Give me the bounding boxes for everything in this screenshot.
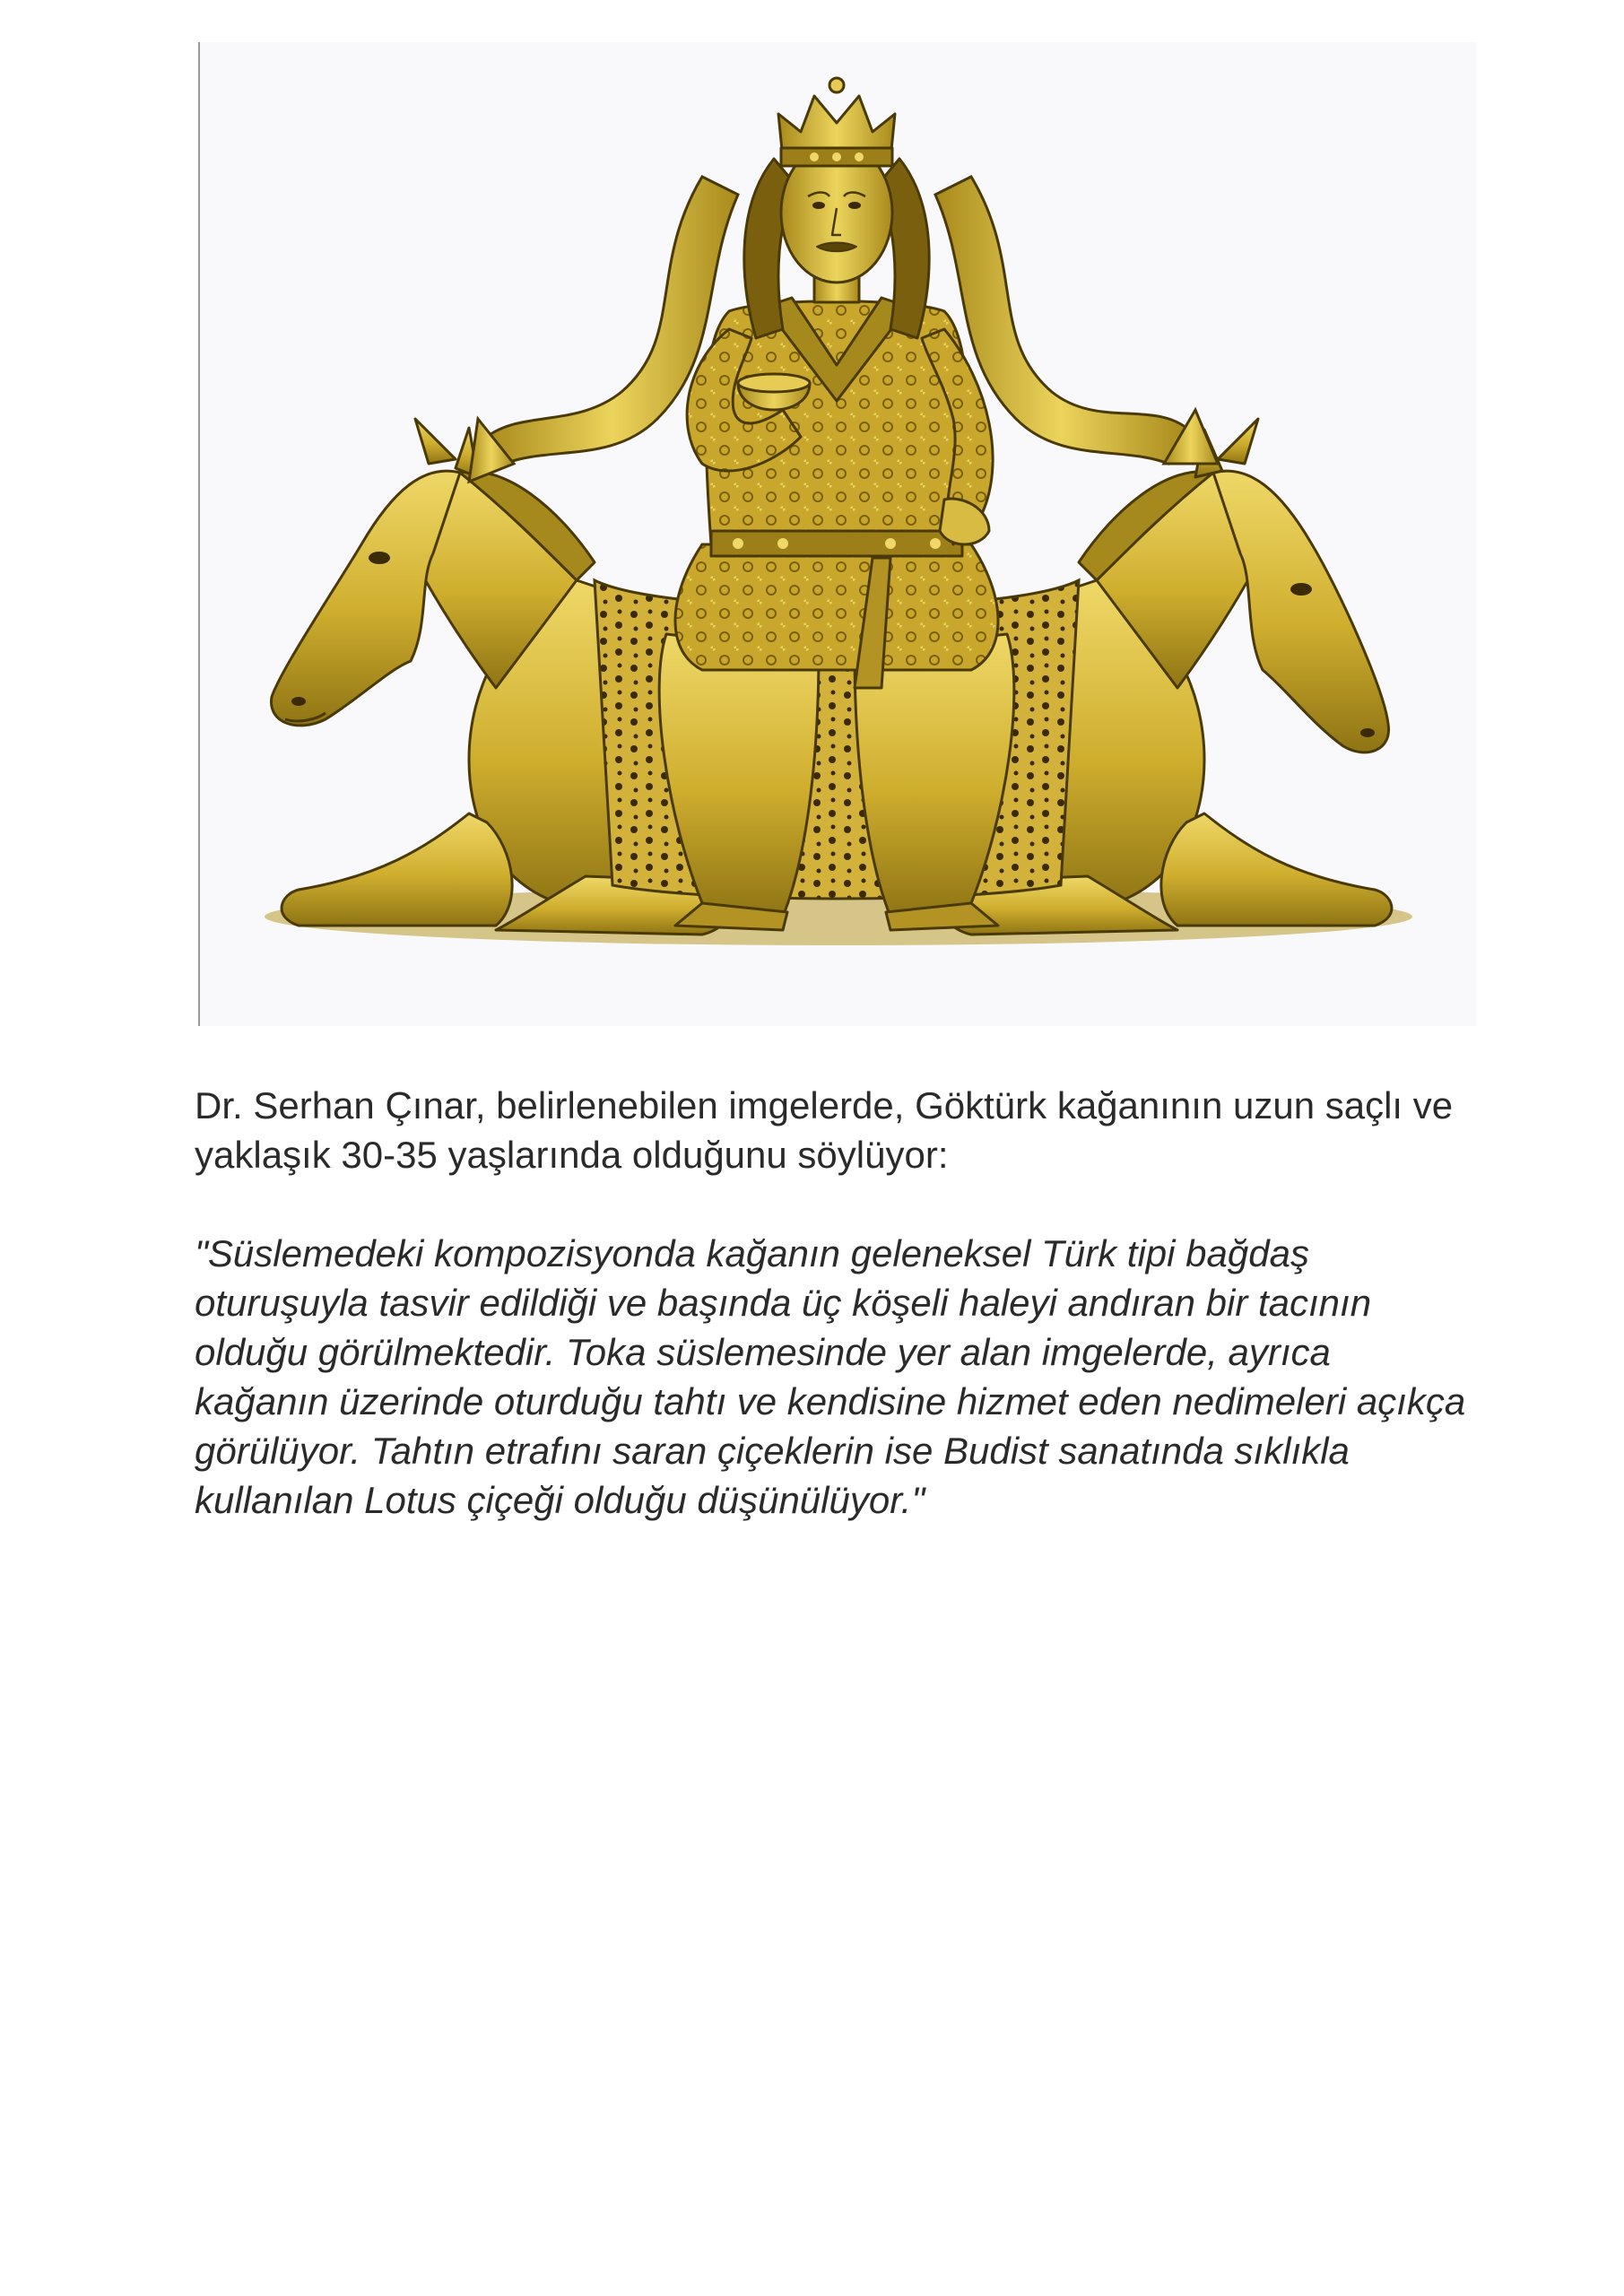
quote-paragraph: "Süslemedeki kompozisyonda kağanın geleneksel Türk tipi bağdaş oturuşuyla tasvir edildiği ve başında üç köşeli haleyi andıran bir tacının olduğu görülmektedir. Toka süslemesinde yer alan imgelerde, ayrıca kağanın üzerinde oturduğu tahtı ve kendisine hizmet eden nedimeleri açıkça görülüyor. Tahtın etrafını saran çiçeklerin ise Budist sanatında sıklıkla kullanılan Lotus çiçeği olduğu düşünülüyor." xyxy=(195,1232,1466,1521)
intro-paragraph: Dr. Serhan Çınar, belirlenebilen imgelerde, Göktürk kağanının uzun saçlı ve yaklaşık 30-35 yaşlarında olduğunu söylüyor: xyxy=(195,1084,1454,1176)
kagan-illustration xyxy=(198,42,1476,1026)
golden-statue-drawing xyxy=(200,42,1476,1026)
article-text xyxy=(195,1081,1468,1525)
